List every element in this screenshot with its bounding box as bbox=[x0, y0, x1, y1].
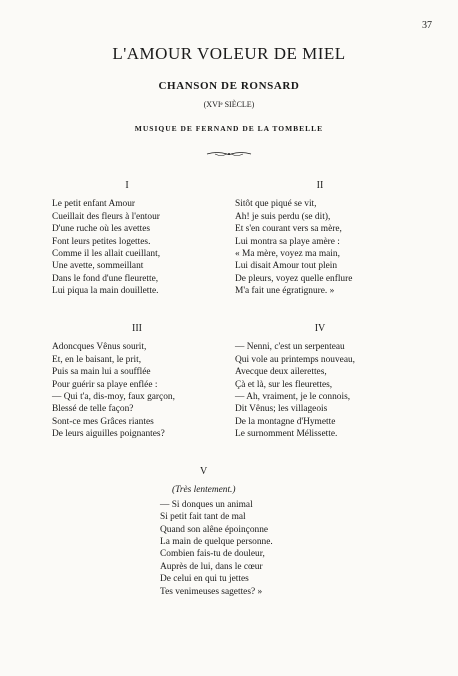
stanza-1 bbox=[52, 180, 202, 298]
verse-line: Sitôt que piqué se vit, bbox=[235, 199, 317, 210]
verse-line: Pour guérir sa playe enflée : bbox=[52, 379, 158, 390]
stanza-number: I bbox=[125, 180, 129, 191]
verse-line: D'une ruche où les avettes bbox=[52, 224, 151, 235]
verse-line: — Si donques un animal bbox=[160, 499, 253, 510]
verse-line: M'a fait une égratignure. » bbox=[235, 286, 335, 297]
verse-line: De celui en qui tu jettes bbox=[160, 574, 249, 585]
verse-line: Le petit enfant Amour bbox=[52, 199, 136, 210]
verse-line: Çà et là, sur les fleurettes, bbox=[235, 379, 333, 390]
verse-line: Adoncques Vênus sourit, bbox=[52, 342, 147, 353]
verse-line: Auprès de lui, dans le cœur bbox=[160, 561, 263, 572]
song-subtitle: CHANSON DE RONSARD bbox=[158, 80, 300, 92]
verse-line: — Qui t'a, dis-moy, faux garçon, bbox=[52, 392, 175, 403]
verse-line: De pleurs, voyez quelle enflure bbox=[235, 273, 353, 284]
verse-line: Blessé de telle façon? bbox=[52, 404, 134, 415]
ornament-divider-icon bbox=[205, 150, 253, 158]
verse-line: Une avette, sommeillant bbox=[52, 261, 144, 272]
music-credit: MUSIQUE DE FERNAND DE LA TOMBELLE bbox=[134, 124, 324, 133]
stanza-2 bbox=[235, 180, 405, 298]
verse-line: Combien fais-tu de douleur, bbox=[160, 549, 265, 560]
verse-line: « Ma mère, voyez ma main, bbox=[235, 249, 340, 260]
verse-line: Si petit fait tant de mal bbox=[160, 512, 246, 523]
verse-line: Dit Vênus; les villageois bbox=[235, 404, 328, 415]
verse-line: Lui piqua la main douillette. bbox=[52, 286, 159, 297]
stanza-number: II bbox=[316, 180, 324, 191]
verse-line: Qui vole au printemps nouveau, bbox=[235, 354, 356, 365]
verse-line: Lui disait Amour tout plein bbox=[235, 261, 338, 272]
verse-line: Tes venimeuses sagettes? » bbox=[160, 586, 263, 597]
stanza-3 bbox=[52, 323, 222, 441]
stanza-number: V bbox=[200, 466, 208, 477]
stanza-number: III bbox=[132, 323, 142, 334]
verse-line: Font leurs petites logettes. bbox=[52, 236, 151, 247]
stanza-5 bbox=[160, 466, 340, 598]
verse-line: Puis sa main lui a soufflée bbox=[52, 367, 151, 378]
verse-line: — Ah, vraiment, je le connois, bbox=[235, 392, 351, 403]
verse-line: Comme il les allait cueillant, bbox=[52, 249, 161, 260]
verse-line: Lui montra sa playe amère : bbox=[235, 236, 340, 247]
verse-line: Dans le fond d'une fleurette, bbox=[52, 273, 159, 284]
century-note: (XVIᵉ SIÈCLE) bbox=[203, 100, 255, 109]
verse-line: De leurs aiguilles poignantes? bbox=[52, 429, 165, 440]
verse-line: Ah! je suis perdu (se dit), bbox=[235, 211, 331, 222]
stanza-4 bbox=[235, 323, 405, 441]
verse-line: De la montagne d'Hymette bbox=[235, 416, 336, 427]
song-title: L'AMOUR VOLEUR DE MIEL bbox=[112, 44, 346, 63]
verse-line: Et s'en courant vers sa mère, bbox=[235, 224, 342, 235]
verse-line: Et, en le baisant, le prit, bbox=[52, 354, 142, 365]
verse-line: Cueillait des fleurs à l'entour bbox=[52, 211, 160, 222]
verse-line: Sont-ce mes Grâces riantes bbox=[52, 416, 154, 427]
verse-line: — Nenni, c'est un serpenteau bbox=[235, 342, 345, 353]
page-number: 37 bbox=[422, 20, 432, 31]
verse-line: Quand son alêne époinçonne bbox=[160, 524, 269, 535]
verse-line: Le surnomment Mélissette. bbox=[235, 429, 338, 440]
stanza-number: IV bbox=[314, 323, 326, 334]
tempo-marking: (Très lentement.) bbox=[172, 485, 236, 496]
verse-line: La main de quelque personne. bbox=[160, 537, 273, 548]
verse-line: Avecque deux ailerettes, bbox=[235, 367, 327, 378]
